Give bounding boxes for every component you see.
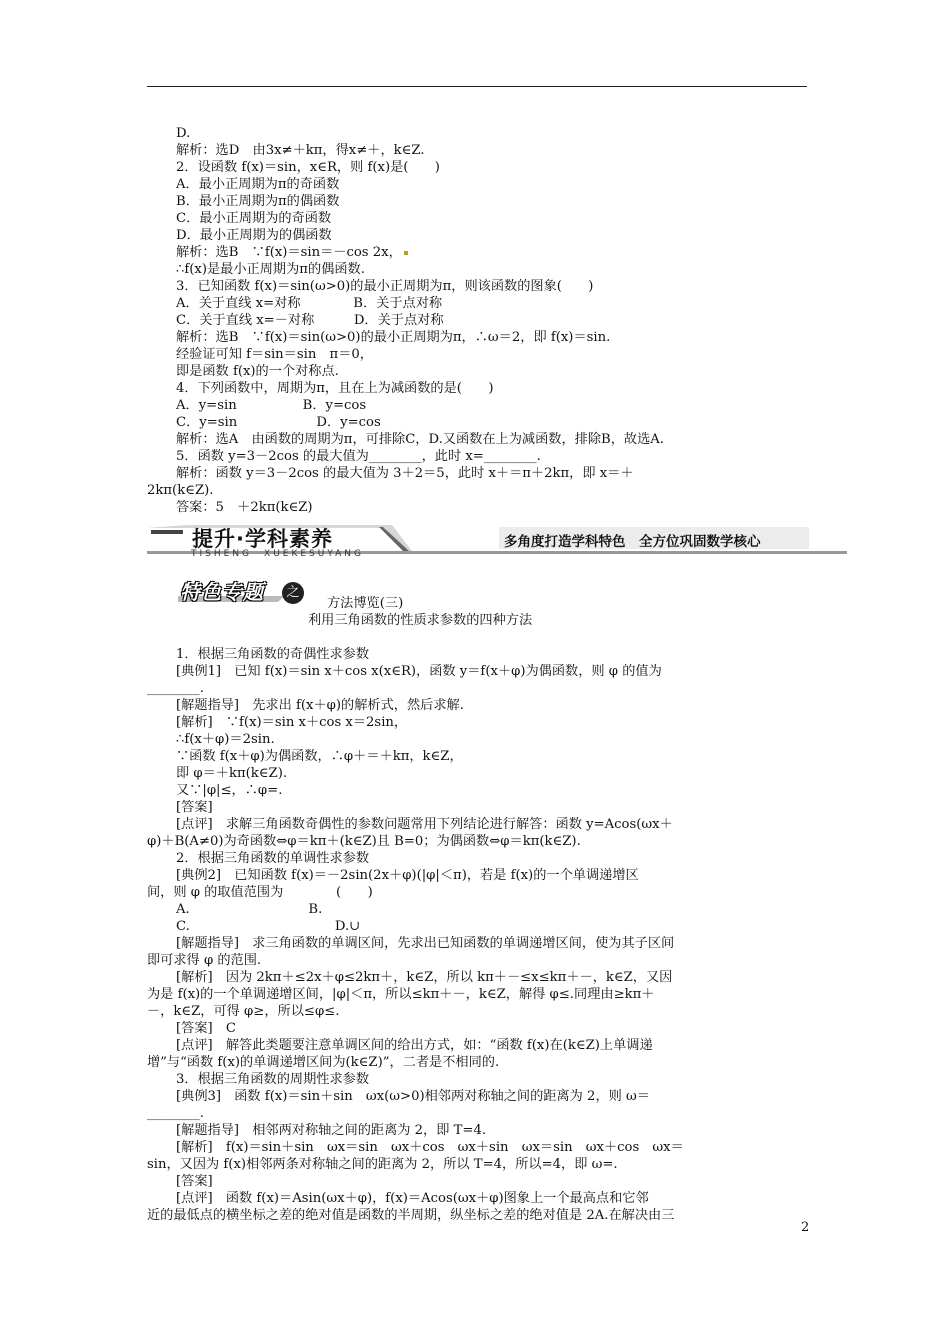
section-banner	[147, 521, 847, 557]
text-line: 为是 f(x)的一个单调递增区间，|φ|＜π，所以≤kπ＋－，k∈Z，解得 φ≤.同理由≥kπ＋	[147, 987, 655, 1002]
text-line: [答案]	[176, 800, 213, 815]
text-line: [答案]	[176, 1174, 213, 1189]
text-line: 经验证可知 f＝sin＝sin π＝0，	[176, 347, 373, 362]
text-line: 又∵|φ|≤，∴φ=.	[176, 783, 283, 798]
text-line: 5．函数 y=3－2cos 的最大值为________，此时 x=________.	[176, 449, 541, 464]
text-line: [解题指导] 相邻两对称轴之间的距离为 2，即 T=4.	[176, 1123, 487, 1138]
text-line: 解析：函数 y＝3－2cos 的最大值为 3＋2＝5，此时 x＋＝π＋2kπ，即 x＝＋	[176, 466, 634, 481]
text-line: 3．根据三角函数的周期性求参数	[176, 1072, 370, 1087]
text-line: 3．已知函数 f(x)＝sin(ω>0)的最小正周期为π，则该函数的图象( )	[176, 279, 594, 294]
topic-badge	[178, 572, 306, 606]
text-line: A．关于直线 x=对称 B．关于点对称	[176, 296, 443, 311]
banner-slogan: 多角度打造学科特色 全方位巩固数学核心	[504, 534, 761, 550]
text-line: [解题指导] 先求出 f(x＋φ)的解析式，然后求解.	[176, 698, 464, 713]
text-line: 增”与“函数 f(x)的单调递增区间为(k∈Z)”，二者是不相同的.	[147, 1055, 500, 1070]
text-line: [解题指导] 求三角函数的单调区间，先求出已知函数的单调递增区间，使为其子区间	[176, 936, 675, 951]
text-line: 2．设函数 f(x)＝sin，x∈R，则 f(x)是( )	[176, 160, 440, 175]
text-line: B．最小正周期为π的偶函数	[176, 194, 340, 209]
text-line: ________.	[147, 1106, 204, 1121]
text-line: 答案：5 ＋2kπ(k∈Z)	[176, 500, 313, 515]
banner-subtitle: TISHENG XUEKESUYANG	[191, 549, 365, 559]
text-line: [点评] 求解三角函数奇偶性的参数问题常用下列结论进行解答：函数 y=Acos(ωx＋	[176, 817, 673, 832]
text-line: [典例1] 已知 f(x)＝sin x＋cos x(x∈R)，函数 y＝f(x＋φ)为偶函数，则 φ 的值为	[176, 664, 662, 679]
text-line: [点评] 解答此类题要注意单调区间的给出方式，如：“函数 f(x)在(k∈Z)上单调递	[176, 1038, 653, 1053]
header-rule	[147, 86, 807, 87]
topic-badge-text: 特色专题	[180, 580, 264, 604]
text-line: C．最小正周期为的奇函数	[176, 211, 332, 226]
text-line: [典例3] 函数 f(x)＝sin＋sin ωx(ω>0)相邻两对称轴之间的距离为 2，则 ω＝	[176, 1089, 650, 1104]
text-line: [解析] f(x)＝sin＋sin ωx＝sin ωx＋cos ωx＋sin ωx＝sin ωx＋cos ωx＝	[176, 1140, 684, 1155]
text-line: 解析：选B ∵f(x)＝sin(ω>0)的最小正周期为π，∴ω＝2，即 f(x)＝sin.	[176, 330, 611, 345]
text-line: 即可求得 φ 的范围.	[147, 953, 262, 968]
text-line: －，k∈Z，可得 φ≥，所以≤φ≤.	[147, 1004, 340, 1019]
topic-badge-circle: 之	[282, 582, 304, 604]
text-line: A. B.	[176, 902, 323, 917]
text-line: ∵函数 f(x＋φ)为偶函数，∴φ＋＝＋kπ，k∈Z，	[176, 749, 463, 764]
text-line: D．最小正周期为的偶函数	[176, 228, 332, 243]
line-text: 解析：选B ∵f(x)＝sin＝－cos 2x，	[176, 245, 402, 260]
text-line: C. D.∪	[176, 919, 361, 934]
text-line: 即是函数 f(x)的一个对称点.	[176, 364, 339, 379]
text-line: [点评] 函数 f(x)＝Asin(ωx＋φ)，f(x)＝Acos(ωx＋φ)图象上一个最高点和它邻	[176, 1191, 649, 1206]
text-line: 4．下列函数中，周期为π，且在上为减函数的是( )	[176, 381, 494, 396]
text-line: 1．根据三角函数的奇偶性求参数	[176, 647, 370, 662]
text-line: [典例2] 已知函数 f(x)＝－2sin(2x＋φ)(|φ|＜π)，若是 f(x)的一个单调递增区	[176, 868, 639, 883]
text-line: C．关于直线 x=－对称 D．关于点对称	[176, 313, 444, 328]
text-line: φ)＋B(A≠0)为奇函数⇔φ＝kπ＋(k∈Z)且 B=0；为偶函数⇔φ＝kπ(k∈Z).	[147, 834, 581, 849]
text-line: 解析：选D 由3x≠＋kπ，得x≠＋，k∈Z.	[176, 143, 425, 158]
text-line: 2kπ(k∈Z).	[147, 483, 214, 498]
text-line: A．y=sin B．y=cos	[176, 398, 367, 413]
text-line: 解析：选A 由函数的周期为π，可排除C，D.又函数在上为减函数，排除B，故选A.	[176, 432, 664, 447]
section-subtitle: 利用三角函数的性质求参数的四种方法	[308, 613, 533, 628]
text-line: 间，则 φ 的取值范围为 ( )	[147, 885, 373, 900]
text-line: sin，又因为 f(x)相邻两条对称轴之间的距离为 2，所以 T=4，所以=4，即 ω=.	[147, 1157, 618, 1172]
text-line: 即 φ＝＋kπ(k∈Z).	[176, 766, 288, 781]
text-line	[176, 244, 408, 261]
page-number: 2	[801, 1220, 810, 1235]
text-line: A．最小正周期为π的奇函数	[176, 177, 340, 192]
text-line: [答案] C	[176, 1021, 236, 1036]
text-line: C．y=sin D．y=cos	[176, 415, 381, 430]
text-line: 近的最低点的横坐标之差的绝对值是函数的半周期，纵坐标之差的绝对值是 2A.在解决由三	[147, 1208, 675, 1223]
text-line: ∴f(x)是最小正周期为π的偶函数.	[176, 262, 365, 277]
text-line: 2．根据三角函数的单调性求参数	[176, 851, 370, 866]
text-line: [解析] 因为 2kπ＋≤2x＋φ≤2kπ＋，k∈Z，所以 kπ＋－≤x≤kπ＋－，k∈Z，又因	[176, 970, 673, 985]
section-title: 方法博览(三)	[327, 596, 404, 611]
marker-dot	[404, 251, 408, 255]
text-line: ∴f(x＋φ)＝2sin.	[176, 732, 275, 747]
text-line: [解析] ∵f(x)＝sin x＋cos x＝2sin，	[176, 715, 408, 730]
text-line: D.	[176, 126, 191, 141]
text-line: ________.	[147, 681, 204, 696]
banner-title: 提升·学科素养	[192, 527, 333, 551]
